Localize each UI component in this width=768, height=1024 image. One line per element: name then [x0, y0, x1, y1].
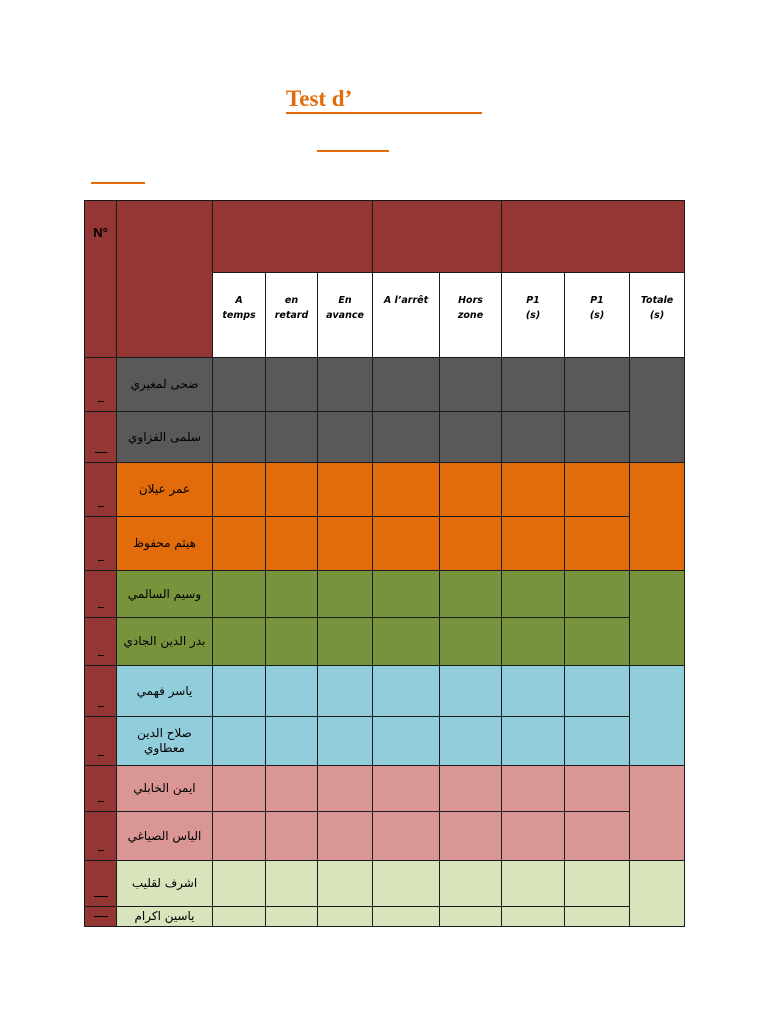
- score-cell[interactable]: [565, 812, 630, 861]
- score-cell[interactable]: [213, 907, 266, 927]
- score-cell[interactable]: [440, 907, 502, 927]
- score-cell[interactable]: [318, 358, 373, 412]
- score-cell[interactable]: [440, 358, 502, 412]
- column-header: en retard: [266, 273, 318, 358]
- table-row: [85, 717, 685, 766]
- row-number-cell: [85, 517, 117, 571]
- student-name: ايمن الخابلي: [117, 766, 213, 812]
- table-row: [85, 766, 685, 812]
- score-cell[interactable]: [213, 766, 266, 812]
- score-cell[interactable]: [373, 907, 440, 927]
- score-cell[interactable]: [266, 463, 318, 517]
- column-header: P1 (s): [565, 273, 630, 358]
- name-header: [117, 201, 213, 358]
- section-underline: [91, 182, 145, 184]
- dash-mark: [98, 560, 104, 561]
- score-cell[interactable]: [213, 463, 266, 517]
- score-cell[interactable]: [502, 358, 565, 412]
- score-cell[interactable]: [502, 517, 565, 571]
- student-name: عمر عيلان: [117, 463, 213, 517]
- student-name: بدر الدين الجادي: [117, 618, 213, 666]
- results-table: [84, 200, 685, 927]
- score-cell[interactable]: [266, 812, 318, 861]
- score-cell[interactable]: [318, 666, 373, 717]
- score-cell[interactable]: [266, 571, 318, 618]
- score-cell[interactable]: [440, 618, 502, 666]
- table-row: [85, 618, 685, 666]
- score-cell[interactable]: [565, 907, 630, 927]
- score-cell[interactable]: [502, 861, 565, 907]
- score-cell[interactable]: [266, 717, 318, 766]
- table-row: [85, 463, 685, 517]
- student-name: وسيم السالمي: [117, 571, 213, 618]
- score-cell[interactable]: [213, 666, 266, 717]
- student-name: اشرف لقليب: [117, 861, 213, 907]
- score-cell[interactable]: [502, 812, 565, 861]
- group-header-3: [502, 201, 685, 273]
- score-cell[interactable]: [440, 861, 502, 907]
- score-cell[interactable]: [565, 412, 630, 463]
- student-name: ضحى لمغيري: [117, 358, 213, 412]
- score-cell[interactable]: [440, 463, 502, 517]
- score-cell[interactable]: [440, 812, 502, 861]
- dash-mark: [95, 452, 107, 453]
- total-cell[interactable]: [630, 571, 685, 666]
- score-cell[interactable]: [373, 717, 440, 766]
- score-cell[interactable]: [502, 463, 565, 517]
- score-cell[interactable]: [266, 766, 318, 812]
- dash-mark: [98, 607, 104, 608]
- student-name: سلمى الفزاوي: [117, 412, 213, 463]
- column-header: En avance: [318, 273, 373, 358]
- student-name: الياس الصياغي: [117, 812, 213, 861]
- score-cell[interactable]: [502, 412, 565, 463]
- total-cell[interactable]: [630, 463, 685, 571]
- score-cell[interactable]: [266, 861, 318, 907]
- score-cell[interactable]: [565, 463, 630, 517]
- score-cell[interactable]: [266, 666, 318, 717]
- score-cell[interactable]: [440, 412, 502, 463]
- score-cell[interactable]: [373, 571, 440, 618]
- dash-mark: [98, 706, 104, 707]
- score-cell[interactable]: [266, 412, 318, 463]
- group-header-1: [213, 201, 373, 273]
- student-name: هيثم محفوظ: [117, 517, 213, 571]
- score-cell[interactable]: [318, 907, 373, 927]
- total-cell[interactable]: [630, 358, 685, 463]
- score-cell[interactable]: [502, 618, 565, 666]
- row-number-cell: [85, 571, 117, 618]
- dash-mark: [98, 755, 104, 756]
- column-header: A temps: [213, 273, 266, 358]
- page-title: Test d’: [286, 86, 482, 114]
- score-cell[interactable]: [373, 812, 440, 861]
- row-number-cell: [85, 907, 117, 927]
- score-cell[interactable]: [373, 766, 440, 812]
- score-cell[interactable]: [502, 717, 565, 766]
- score-cell[interactable]: [373, 463, 440, 517]
- table-row: [85, 907, 685, 927]
- score-cell[interactable]: [213, 717, 266, 766]
- score-cell[interactable]: [440, 717, 502, 766]
- table-row: [85, 812, 685, 861]
- column-header: Totale (s): [630, 273, 685, 358]
- row-number-cell: [85, 717, 117, 766]
- column-header: P1 (s): [502, 273, 565, 358]
- score-cell[interactable]: [373, 618, 440, 666]
- score-cell[interactable]: [318, 618, 373, 666]
- score-cell[interactable]: [318, 571, 373, 618]
- student-name: ياسين اكرام: [117, 907, 213, 927]
- score-cell[interactable]: [565, 666, 630, 717]
- score-cell[interactable]: [565, 517, 630, 571]
- column-header: Hors zone: [440, 273, 502, 358]
- score-cell[interactable]: [266, 618, 318, 666]
- row-number-cell: [85, 861, 117, 907]
- score-cell[interactable]: [373, 517, 440, 571]
- score-cell[interactable]: [373, 412, 440, 463]
- score-cell[interactable]: [213, 861, 266, 907]
- dash-mark: [98, 655, 104, 656]
- student-name: صلاح الدين معطاوي: [117, 717, 213, 766]
- score-cell[interactable]: [213, 517, 266, 571]
- score-cell[interactable]: [440, 571, 502, 618]
- table-row: [85, 571, 685, 618]
- total-cell[interactable]: [630, 861, 685, 927]
- student-name: ياسر فهمي: [117, 666, 213, 717]
- dash-mark: [98, 850, 104, 851]
- score-cell[interactable]: [318, 861, 373, 907]
- score-cell[interactable]: [440, 666, 502, 717]
- dash-mark: [98, 506, 104, 507]
- score-cell[interactable]: [502, 666, 565, 717]
- score-cell[interactable]: [502, 766, 565, 812]
- total-cell[interactable]: [630, 666, 685, 766]
- column-header: A l’arrêt: [373, 273, 440, 358]
- score-cell[interactable]: [266, 517, 318, 571]
- score-cell[interactable]: [318, 412, 373, 463]
- table-row: [85, 666, 685, 717]
- score-cell[interactable]: [440, 766, 502, 812]
- score-cell[interactable]: [213, 358, 266, 412]
- score-cell[interactable]: [318, 517, 373, 571]
- score-cell[interactable]: [318, 812, 373, 861]
- score-cell[interactable]: [565, 571, 630, 618]
- table-row: [85, 517, 685, 571]
- score-cell[interactable]: [565, 861, 630, 907]
- dash-mark: [98, 401, 104, 402]
- row-number-cell: [85, 412, 117, 463]
- score-cell[interactable]: [213, 412, 266, 463]
- row-number-cell: [85, 618, 117, 666]
- table-row: [85, 861, 685, 907]
- score-cell[interactable]: [440, 517, 502, 571]
- score-cell[interactable]: [266, 358, 318, 412]
- score-cell[interactable]: [565, 766, 630, 812]
- row-number-cell: [85, 812, 117, 861]
- score-cell[interactable]: [565, 358, 630, 412]
- row-number-cell: [85, 666, 117, 717]
- row-number-cell: [85, 463, 117, 517]
- score-cell[interactable]: [502, 907, 565, 927]
- score-cell[interactable]: [213, 812, 266, 861]
- score-cell[interactable]: [373, 666, 440, 717]
- score-cell[interactable]: [266, 907, 318, 927]
- total-cell[interactable]: [630, 766, 685, 861]
- score-cell[interactable]: [213, 618, 266, 666]
- score-cell[interactable]: [213, 571, 266, 618]
- dash-mark: [94, 896, 108, 897]
- row-number-cell: [85, 766, 117, 812]
- number-header: N°: [85, 201, 117, 358]
- dash-mark: [94, 916, 108, 917]
- group-header-2: [373, 201, 502, 273]
- score-cell[interactable]: [318, 717, 373, 766]
- row-number-cell: [85, 358, 117, 412]
- dash-mark: [98, 801, 104, 802]
- score-cell[interactable]: [373, 861, 440, 907]
- score-cell[interactable]: [565, 717, 630, 766]
- table-row: [85, 412, 685, 463]
- heading-underline: [317, 150, 389, 152]
- table-row: [85, 358, 685, 412]
- score-cell[interactable]: [373, 358, 440, 412]
- score-cell[interactable]: [502, 571, 565, 618]
- score-cell[interactable]: [565, 618, 630, 666]
- score-cell[interactable]: [318, 463, 373, 517]
- score-cell[interactable]: [318, 766, 373, 812]
